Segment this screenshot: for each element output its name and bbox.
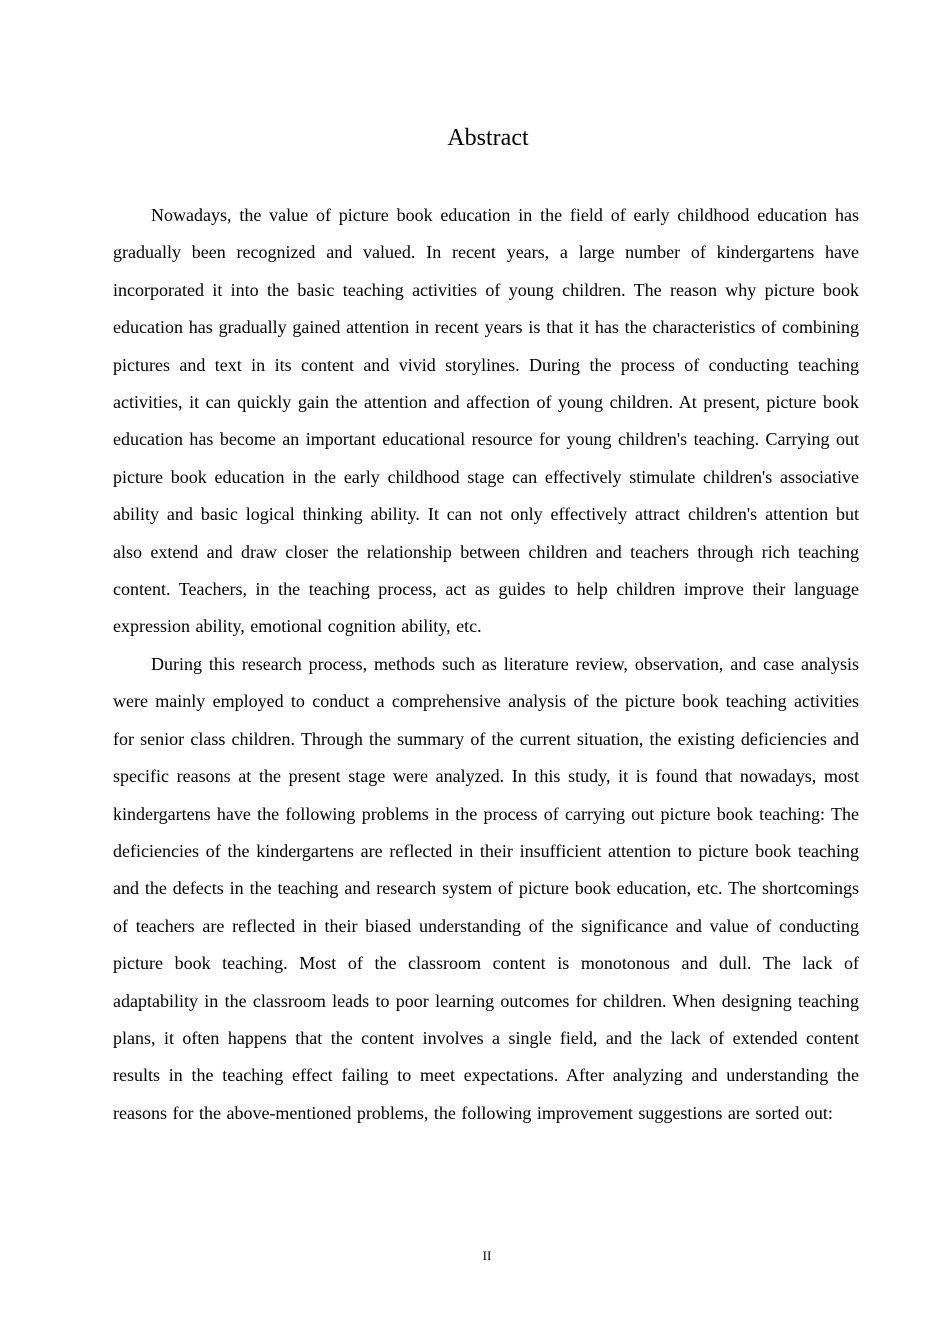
abstract-body (113, 197, 859, 1132)
abstract-paragraph-2: During this research process, methods such as literature review, observation, and case analysis were mainly employed to conduct a comprehensive analysis of the picture book teaching activities for senior class children. Through the summary of the current situation, the existing deficiencies and specific reasons at the present stage were analyzed. In this study, it is found that nowadays, most kindergartens have the following problems in the process of carrying out picture book teaching: The deficiencies of the kindergartens are reflected in their insufficient attention to picture book teaching and the defects in the teaching and research system of picture book education, etc. The shortcomings of teachers are reflected in their biased understanding of the significance and value of conducting picture book teaching. Most of the classroom content is monotonous and dull. The lack of adaptability in the classroom leads to poor learning outcomes for children. When designing teaching plans, it often happens that the content involves a single field, and the lack of extended content results in the teaching effect failing to meet expectations. After analyzing and understanding the reasons for the above-mentioned problems, the following improvement suggestions are sorted out: (113, 653, 859, 1123)
abstract-paragraph-1: Nowadays, the value of picture book education in the field of early childhood education has gradually been recognized and valued. In recent years, a large number of kindergartens have incorporated it into the basic teaching activities of young children. The reason why picture book education has gradually gained attention in recent years is that it has the characteristics of combining pictures and text in its content and vivid storylines. During the process of conducting teaching activities, it can quickly gain the attention and affection of young children. At present, picture book education has become an important educational resource for young children's teaching. Carrying out picture book education in the early childhood stage can effectively stimulate children's associative ability and basic logical thinking ability. It can not only effectively attract children's attention but also extend and draw closer the relationship between children and teachers through rich teaching content. Teachers, in the teaching process, act as guides to help children improve their language expression ability, emotional cognition ability, etc. (113, 205, 859, 637)
abstract-title: Abstract (447, 125, 529, 151)
page-number: II (482, 1248, 492, 1263)
